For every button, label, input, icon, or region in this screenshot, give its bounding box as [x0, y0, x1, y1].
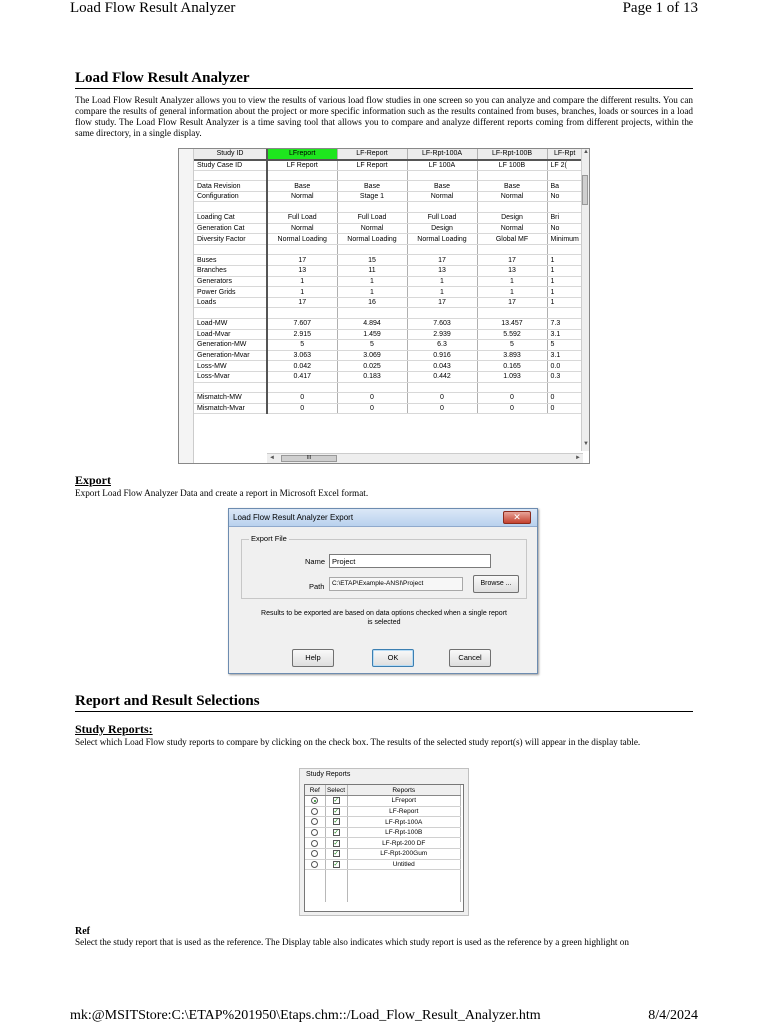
- report-name: LF-Rpt-200 DF: [347, 838, 461, 849]
- table-row: [194, 223, 582, 234]
- report-name: LFreport: [347, 796, 461, 807]
- table-cell: 13.457: [477, 319, 547, 330]
- print-header: [70, 0, 698, 20]
- empty-cell: [305, 870, 325, 881]
- list-item: [305, 806, 461, 817]
- export-section: [75, 473, 693, 499]
- table-cell: 13: [267, 266, 337, 277]
- table-cell: 17: [407, 255, 477, 266]
- empty-cell: [347, 870, 461, 881]
- horizontal-scrollbar[interactable]: [267, 453, 583, 463]
- table-cell: Normal: [267, 191, 337, 202]
- path-label: Path: [309, 582, 325, 591]
- table-cell: [407, 244, 477, 255]
- row-label: [194, 202, 267, 213]
- table-cell: 0.183: [337, 371, 407, 382]
- table-cell: 1: [407, 276, 477, 287]
- ref-radio[interactable]: [311, 829, 318, 836]
- table-cell: 1: [547, 287, 582, 298]
- close-icon[interactable]: ✕: [503, 511, 531, 524]
- table-row: [194, 234, 582, 245]
- report-name: LF-Rpt-200Gum: [347, 849, 461, 860]
- table-row: [194, 340, 582, 351]
- table-row: [194, 319, 582, 330]
- table-cell: 0: [267, 393, 337, 404]
- row-label: Generators: [194, 276, 267, 287]
- row-label: Study Case ID: [194, 160, 267, 171]
- table-cell: [477, 308, 547, 319]
- ref-cell: [305, 838, 325, 849]
- table-cell: [267, 382, 337, 393]
- table-cell: 0: [337, 393, 407, 404]
- table-cell: LF 100A: [407, 160, 477, 171]
- dialog-title: Load Flow Result Analyzer Export: [229, 509, 537, 527]
- table-cell: 1: [477, 276, 547, 287]
- table-cell: 16: [337, 297, 407, 308]
- table-cell: 0: [267, 403, 337, 414]
- row-label: Branches: [194, 266, 267, 277]
- report-column-header[interactable]: LF-Rpt: [547, 149, 582, 160]
- ref-cell: [305, 849, 325, 860]
- table-cell: 0.916: [407, 350, 477, 361]
- table-cell: 3.1: [547, 350, 582, 361]
- table-cell: Normal: [337, 223, 407, 234]
- table-cell: No: [547, 223, 582, 234]
- table-cell: 17: [407, 297, 477, 308]
- col-select-header[interactable]: Select: [325, 785, 347, 796]
- row-label: Generation-Mvar: [194, 350, 267, 361]
- table-cell: 13: [407, 266, 477, 277]
- table-cell: 7.3: [547, 319, 582, 330]
- select-checkbox[interactable]: ✓: [333, 860, 339, 868]
- row-label: Load-Mvar: [194, 329, 267, 340]
- table-cell: 7.603: [407, 319, 477, 330]
- row-label: Mismatch-Mvar: [194, 403, 267, 414]
- table-row: [194, 244, 582, 255]
- table-cell: [477, 244, 547, 255]
- report-name: Untitled: [347, 859, 461, 870]
- table-cell: Normal: [407, 191, 477, 202]
- list-item: [305, 849, 461, 860]
- row-label: Configuration: [194, 191, 267, 202]
- table-cell: [547, 308, 582, 319]
- table-cell: 1.093: [477, 371, 547, 382]
- table-cell: 1: [337, 287, 407, 298]
- selections-section: [75, 693, 693, 748]
- table-cell: 1: [407, 287, 477, 298]
- print-footer-date: 8/4/2024: [648, 1008, 698, 1023]
- empty-cell: [325, 870, 347, 881]
- study-reports-table: [305, 785, 461, 902]
- export-file-legend: Export File: [251, 534, 287, 543]
- table-cell: 17: [477, 297, 547, 308]
- table-cell: [337, 308, 407, 319]
- table-cell: Base: [267, 181, 337, 192]
- table-cell: Minimum: [547, 234, 582, 245]
- table-cell: 1: [547, 276, 582, 287]
- intro-section: [75, 70, 693, 139]
- list-item: [305, 838, 461, 849]
- table-cell: 2.915: [267, 329, 337, 340]
- select-cell: [325, 849, 347, 860]
- table-cell: [407, 202, 477, 213]
- ok-button[interactable]: OK: [372, 649, 414, 667]
- scroll-down-icon[interactable]: ▼: [583, 441, 589, 447]
- row-label: [194, 170, 267, 181]
- table-cell: [477, 170, 547, 181]
- report-name: LF-Rpt-100A: [347, 817, 461, 828]
- table-cell: 17: [267, 255, 337, 266]
- path-value: C:\ETAP\Example-ANSI\Project: [329, 577, 463, 591]
- ref-cell: [305, 796, 325, 807]
- ref-radio[interactable]: [311, 797, 318, 804]
- row-label: [194, 382, 267, 393]
- ref-cell: [305, 827, 325, 838]
- ref-heading: Ref: [75, 926, 90, 937]
- report-column-header[interactable]: LF-Report: [337, 149, 407, 160]
- table-cell: [337, 170, 407, 181]
- table-cell: 5: [267, 340, 337, 351]
- table-cell: Stage 1: [337, 191, 407, 202]
- print-header-title: Load Flow Result Analyzer: [70, 0, 236, 16]
- select-cell: [325, 827, 347, 838]
- table-cell: [267, 244, 337, 255]
- table-cell: 0: [407, 393, 477, 404]
- table-row: [194, 329, 582, 340]
- row-label: Loading Cat: [194, 213, 267, 224]
- table-cell: [267, 308, 337, 319]
- help-button[interactable]: Help: [292, 649, 334, 667]
- select-checkbox[interactable]: ✓: [333, 850, 339, 858]
- table-cell: [337, 244, 407, 255]
- table-cell: [267, 202, 337, 213]
- row-label: Buses: [194, 255, 267, 266]
- table-cell: [337, 202, 407, 213]
- study-reports-panel: [299, 768, 469, 916]
- table-cell: 3.893: [477, 350, 547, 361]
- analyzer-table: [194, 149, 583, 414]
- select-checkbox[interactable]: ✓: [333, 829, 339, 837]
- row-label: Data Revision: [194, 181, 267, 192]
- table-cell: 0: [547, 393, 582, 404]
- table-cell: 5: [477, 340, 547, 351]
- table-row: [194, 255, 582, 266]
- table-cell: [547, 382, 582, 393]
- browse-button[interactable]: Browse ...: [473, 575, 519, 593]
- table-cell: [547, 244, 582, 255]
- table-cell: 11: [337, 266, 407, 277]
- table-cell: 1: [267, 287, 337, 298]
- select-cell: [325, 838, 347, 849]
- ref-radio[interactable]: [311, 861, 318, 868]
- table-cell: 0: [407, 403, 477, 414]
- print-header-page: Page 1 of 13: [622, 0, 698, 16]
- row-label: [194, 244, 267, 255]
- table-row: [194, 213, 582, 224]
- scroll-left-icon[interactable]: ◄: [269, 455, 275, 461]
- table-cell: 5: [337, 340, 407, 351]
- col-reports-header[interactable]: Reports: [347, 785, 461, 796]
- table-cell: 0: [337, 403, 407, 414]
- table-cell: [547, 170, 582, 181]
- table-cell: 0.442: [407, 371, 477, 382]
- selections-heading: Report and Result Selections: [75, 693, 693, 712]
- table-row: [194, 350, 582, 361]
- analyzer-header-row: [194, 149, 582, 160]
- report-column-header[interactable]: LF-Rpt-100A: [407, 149, 477, 160]
- table-cell: 2.939: [407, 329, 477, 340]
- report-column-header[interactable]: LFreport: [267, 149, 337, 160]
- row-label: Loads: [194, 297, 267, 308]
- study-reports-header-row: [305, 785, 461, 796]
- table-row: [194, 170, 582, 181]
- select-checkbox[interactable]: ✓: [333, 797, 339, 805]
- table-row: [194, 393, 582, 404]
- study-reports-text: Select which Load Flow study reports to compare by clicking on the check box. The results of the selected study report(s) will appear in the display table.: [75, 737, 641, 747]
- table-cell: Base: [477, 181, 547, 192]
- empty-row: [305, 870, 461, 881]
- select-cell: [325, 796, 347, 807]
- empty-cell: [347, 880, 461, 891]
- table-cell: Normal Loading: [337, 234, 407, 245]
- table-cell: 0.025: [337, 361, 407, 372]
- table-cell: Design: [407, 223, 477, 234]
- table-cell: 0.043: [407, 361, 477, 372]
- analyzer-table-screenshot: [178, 148, 590, 464]
- table-row: [194, 266, 582, 277]
- table-cell: 1.459: [337, 329, 407, 340]
- table-row: [194, 371, 582, 382]
- cancel-button[interactable]: Cancel: [449, 649, 491, 667]
- empty-cell: [305, 891, 325, 902]
- table-cell: 1: [547, 297, 582, 308]
- table-row: [194, 191, 582, 202]
- scroll-right-icon[interactable]: ►: [575, 455, 581, 461]
- study-reports-heading: Study Reports:: [75, 722, 153, 736]
- table-cell: 1: [337, 276, 407, 287]
- table-cell: 0: [547, 403, 582, 414]
- row-label: Generation-MW: [194, 340, 267, 351]
- study-reports-grid: [304, 784, 464, 912]
- table-cell: [477, 382, 547, 393]
- table-cell: LF 2(: [547, 160, 582, 171]
- study-reports-legend: Study Reports: [306, 771, 351, 778]
- table-cell: LF Report: [267, 160, 337, 171]
- table-cell: Design: [477, 213, 547, 224]
- table-cell: Normal: [477, 191, 547, 202]
- table-cell: 3.1: [547, 329, 582, 340]
- row-label: Loss-Mvar: [194, 371, 267, 382]
- table-cell: 0.417: [267, 371, 337, 382]
- table-cell: [407, 170, 477, 181]
- table-cell: 3.063: [267, 350, 337, 361]
- table-cell: Normal Loading: [407, 234, 477, 245]
- table-cell: 13: [477, 266, 547, 277]
- list-item: [305, 817, 461, 828]
- table-cell: 0: [477, 393, 547, 404]
- table-cell: 7.607: [267, 319, 337, 330]
- table-cell: No: [547, 191, 582, 202]
- table-row: [194, 160, 582, 171]
- table-cell: 17: [477, 255, 547, 266]
- intro-paragraph: The Load Flow Result Analyzer allows you to view the results of various load flow studies in one screen so you can analyze and compare the different results. You can compare the results of general information about the project or more specific information such as the results contained from buses, branches, loads or sources in a load flow study. The Load Flow Result Analyzer is a time saving tool that allows you to compare and analyze different reports coming from different projects, within the same directory, in a single display.: [75, 95, 693, 138]
- row-header-gutter: [179, 149, 194, 463]
- table-cell: [547, 202, 582, 213]
- name-input[interactable]: [329, 554, 491, 568]
- ref-cell: [305, 806, 325, 817]
- ref-cell: [305, 817, 325, 828]
- row-label: Mismatch-MW: [194, 393, 267, 404]
- table-row: [194, 181, 582, 192]
- export-text: Export Load Flow Analyzer Data and create a report in Microsoft Excel format.: [75, 488, 369, 498]
- table-cell: 15: [337, 255, 407, 266]
- table-cell: 1: [267, 276, 337, 287]
- ref-text: Select the study report that is used as the reference. The Display table also indicates which study report is used as the reference by a green highlight on: [75, 937, 629, 947]
- table-cell: Normal: [477, 223, 547, 234]
- print-footer-path: mk:@MSITStore:C:\ETAP%201950\Etaps.chm::/Load_Flow_Result_Analyzer.htm: [70, 1008, 541, 1023]
- scroll-up-icon[interactable]: ▲: [583, 149, 589, 155]
- study-id-header: Study ID: [194, 149, 267, 160]
- table-cell: Base: [407, 181, 477, 192]
- table-cell: 0.0: [547, 361, 582, 372]
- select-cell: [325, 859, 347, 870]
- table-cell: Global MF: [477, 234, 547, 245]
- table-cell: [337, 382, 407, 393]
- empty-cell: [305, 880, 325, 891]
- table-cell: Normal: [267, 223, 337, 234]
- table-cell: 0.3: [547, 371, 582, 382]
- table-cell: Full Load: [267, 213, 337, 224]
- select-cell: [325, 806, 347, 817]
- table-cell: 1: [547, 266, 582, 277]
- list-item: [305, 796, 461, 807]
- select-cell: [325, 817, 347, 828]
- table-row: [194, 276, 582, 287]
- select-checkbox[interactable]: ✓: [333, 839, 339, 847]
- table-cell: [407, 308, 477, 319]
- col-ref-header[interactable]: Ref: [305, 785, 325, 796]
- list-item: [305, 827, 461, 838]
- print-footer: [70, 1008, 698, 1024]
- ref-radio[interactable]: [311, 850, 318, 857]
- table-cell: 1: [547, 255, 582, 266]
- table-cell: LF 100B: [477, 160, 547, 171]
- table-row: [194, 297, 582, 308]
- empty-cell: [325, 880, 347, 891]
- table-cell: 5.592: [477, 329, 547, 340]
- table-row: [194, 403, 582, 414]
- empty-row: [305, 880, 461, 891]
- table-cell: 0: [477, 403, 547, 414]
- row-label: Generation Cat: [194, 223, 267, 234]
- table-cell: 6.3: [407, 340, 477, 351]
- name-label: Name: [305, 557, 326, 566]
- ref-section: [75, 926, 693, 948]
- table-cell: Ba: [547, 181, 582, 192]
- table-cell: 4.894: [337, 319, 407, 330]
- table-cell: 0.042: [267, 361, 337, 372]
- row-label: [194, 308, 267, 319]
- vertical-scrollbar[interactable]: [581, 149, 589, 451]
- table-cell: 0.165: [477, 361, 547, 372]
- select-checkbox[interactable]: ✓: [333, 807, 339, 815]
- page-title: Load Flow Result Analyzer: [75, 70, 693, 89]
- ref-radio[interactable]: [311, 808, 318, 815]
- table-cell: [267, 170, 337, 181]
- row-label: Power Grids: [194, 287, 267, 298]
- table-row: [194, 308, 582, 319]
- export-heading: Export: [75, 473, 111, 487]
- empty-cell: [325, 891, 347, 902]
- empty-cell: [347, 891, 461, 902]
- table-row: [194, 287, 582, 298]
- ref-radio[interactable]: [311, 818, 318, 825]
- table-cell: LF Report: [337, 160, 407, 171]
- table-row: [194, 382, 582, 393]
- table-cell: Full Load: [337, 213, 407, 224]
- table-cell: Normal Loading: [267, 234, 337, 245]
- select-checkbox[interactable]: ✓: [333, 818, 339, 826]
- table-cell: Full Load: [407, 213, 477, 224]
- row-label: Load-MW: [194, 319, 267, 330]
- table-cell: [407, 382, 477, 393]
- row-label: Loss-MW: [194, 361, 267, 372]
- table-cell: [477, 202, 547, 213]
- table-row: [194, 202, 582, 213]
- list-item: [305, 859, 461, 870]
- report-name: LF-Report: [347, 806, 461, 817]
- export-note: Results to be exported are based on data options checked when a single report is selected: [261, 610, 507, 626]
- horizontal-scroll-thumb[interactable]: III: [281, 455, 337, 462]
- vertical-scroll-thumb[interactable]: [582, 175, 588, 205]
- table-cell: 1: [477, 287, 547, 298]
- table-row: [194, 361, 582, 372]
- ref-cell: [305, 859, 325, 870]
- ref-radio[interactable]: [311, 840, 318, 847]
- table-cell: 3.069: [337, 350, 407, 361]
- empty-row: [305, 891, 461, 902]
- table-cell: Base: [337, 181, 407, 192]
- export-dialog: [228, 508, 538, 674]
- table-cell: 5: [547, 340, 582, 351]
- table-cell: Bri: [547, 213, 582, 224]
- report-name: LF-Rpt-100B: [347, 827, 461, 838]
- table-cell: 17: [267, 297, 337, 308]
- row-label: Diversity Factor: [194, 234, 267, 245]
- report-column-header[interactable]: LF-Rpt-100B: [477, 149, 547, 160]
